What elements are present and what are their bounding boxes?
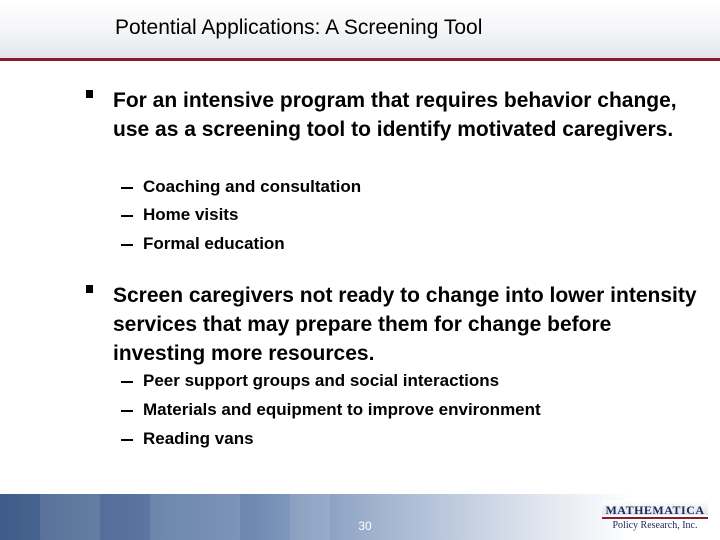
slide-header xyxy=(0,0,720,58)
bullet-text: For an intensive program that requires behavior change, use as a screening tool to identify motivated caregivers. xyxy=(113,89,677,141)
sub-item-text: Reading vans xyxy=(143,429,254,448)
sub-item-text: Materials and equipment to improve environment xyxy=(143,400,541,419)
square-bullet-icon xyxy=(86,285,93,293)
mathematica-logo xyxy=(602,501,710,535)
dash-bullet-icon xyxy=(121,439,133,441)
dash-bullet-icon xyxy=(121,244,133,246)
footer-decoration xyxy=(150,494,240,540)
sub-item-text: Home visits xyxy=(143,205,239,224)
sub-item-text: Formal education xyxy=(143,234,285,253)
square-bullet-icon xyxy=(86,90,93,98)
dash-bullet-icon xyxy=(121,215,133,217)
footer-decoration xyxy=(290,494,330,540)
sub-item-text: Peer support groups and social interactions xyxy=(143,371,500,390)
bullet-text: Screen caregivers not ready to change into lower intensity services that may prepare them for change before investing more resources. xyxy=(113,284,697,365)
logo-divider xyxy=(602,517,708,519)
footer-decoration xyxy=(40,494,100,540)
dash-bullet-icon xyxy=(121,187,133,189)
dash-bullet-icon xyxy=(121,381,133,383)
sub-item-text: Coaching and consultation xyxy=(143,177,362,196)
title-divider xyxy=(0,58,720,61)
dash-bullet-icon xyxy=(121,410,133,412)
page-number: 30 xyxy=(358,519,372,533)
logo-subtitle: Policy Research, Inc. xyxy=(612,520,698,531)
logo-name: MATHEMATICA xyxy=(605,503,705,517)
slide-title: Potential Applications: A Screening Tool xyxy=(115,16,483,39)
